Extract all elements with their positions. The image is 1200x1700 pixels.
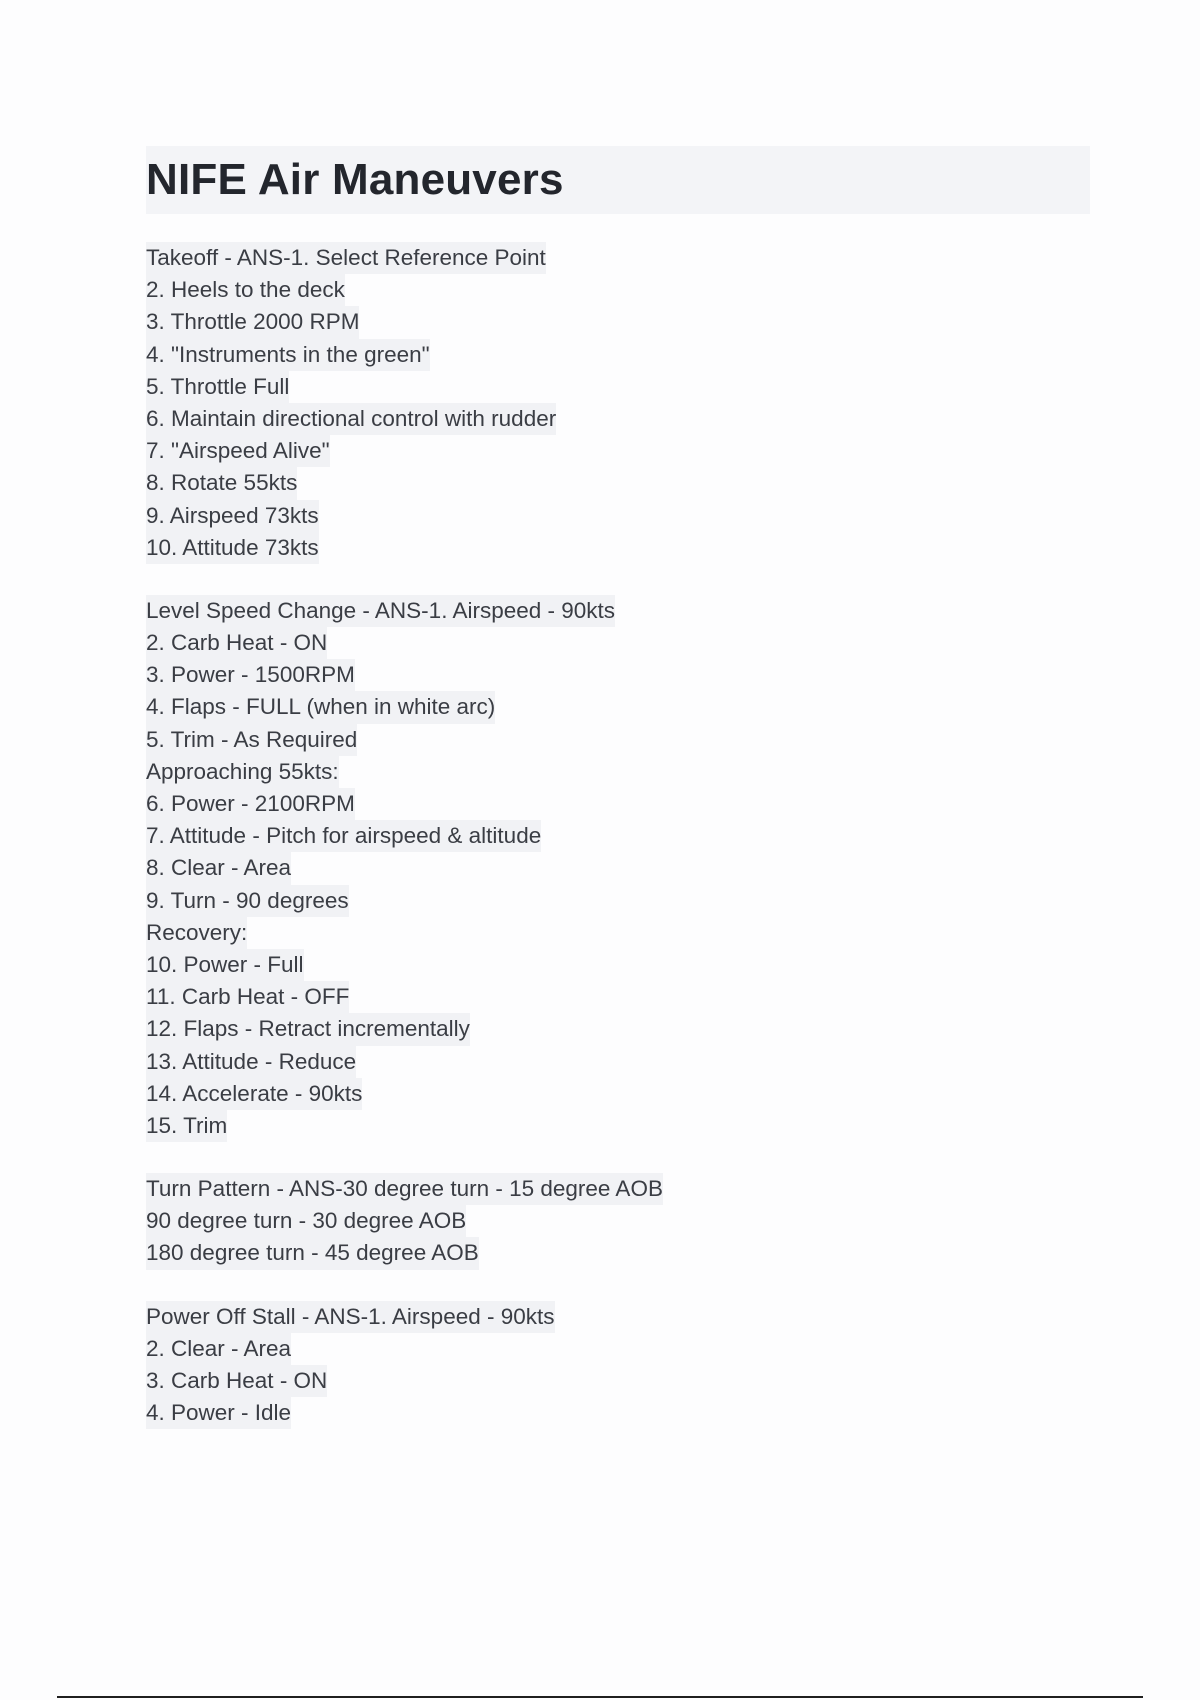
maneuver-section	[146, 1301, 1090, 1430]
section-heading-line: Level Speed Change - ANS-1. Airspeed - 90kts	[146, 595, 615, 627]
checklist-line: 4. Power - Idle	[146, 1397, 291, 1429]
checklist-line: 7. Attitude - Pitch for airspeed & altitude	[146, 820, 541, 852]
checklist-line: 7. "Airspeed Alive"	[146, 435, 330, 467]
checklist-line: 5. Throttle Full	[146, 371, 289, 403]
checklist-line: 10. Attitude 73kts	[146, 532, 319, 564]
checklist-line: 15. Trim	[146, 1110, 227, 1142]
checklist-line: 13. Attitude - Reduce	[146, 1046, 356, 1078]
checklist-line: 3. Throttle 2000 RPM	[146, 306, 359, 338]
section-heading-line: Turn Pattern - ANS-30 degree turn - 15 degree AOB	[146, 1173, 663, 1205]
checklist-line: 9. Airspeed 73kts	[146, 500, 319, 532]
checklist-line: 3. Power - 1500RPM	[146, 659, 355, 691]
checklist-line: 8. Clear - Area	[146, 852, 291, 884]
page-title: NIFE Air Maneuvers	[146, 155, 564, 204]
checklist-line: 6. Maintain directional control with rudder	[146, 403, 556, 435]
section-heading-line: Power Off Stall - ANS-1. Airspeed - 90kts	[146, 1301, 555, 1333]
checklist-line: 5. Trim - As Required	[146, 724, 357, 756]
checklist-line: 2. Heels to the deck	[146, 274, 345, 306]
checklist-line: 4. "Instruments in the green"	[146, 339, 430, 371]
checklist-line: 9. Turn - 90 degrees	[146, 885, 349, 917]
checklist-line: 2. Clear - Area	[146, 1333, 291, 1365]
checklist-line: 6. Power - 2100RPM	[146, 788, 355, 820]
checklist-line: 2. Carb Heat - ON	[146, 627, 327, 659]
checklist-line: 4. Flaps - FULL (when in white arc)	[146, 691, 495, 723]
maneuver-section	[146, 595, 1090, 1142]
maneuver-section	[146, 242, 1090, 564]
checklist-line: 10. Power - Full	[146, 949, 304, 981]
checklist-line: 180 degree turn - 45 degree AOB	[146, 1237, 479, 1269]
section-heading-line: Takeoff - ANS-1. Select Reference Point	[146, 242, 546, 274]
checklist-line: 90 degree turn - 30 degree AOB	[146, 1205, 466, 1237]
checklist-line: Recovery:	[146, 917, 247, 949]
checklist-line: 8. Rotate 55kts	[146, 467, 297, 499]
title-banner	[146, 146, 1090, 214]
maneuver-section	[146, 1173, 1090, 1270]
checklist-line: 14. Accelerate - 90kts	[146, 1078, 362, 1110]
checklist-line: 11. Carb Heat - OFF	[146, 981, 349, 1013]
bottom-divider	[57, 1696, 1143, 1698]
document-body	[146, 242, 1090, 1460]
checklist-line: 3. Carb Heat - ON	[146, 1365, 327, 1397]
checklist-line: Approaching 55kts:	[146, 756, 339, 788]
checklist-line: 12. Flaps - Retract incrementally	[146, 1013, 470, 1045]
